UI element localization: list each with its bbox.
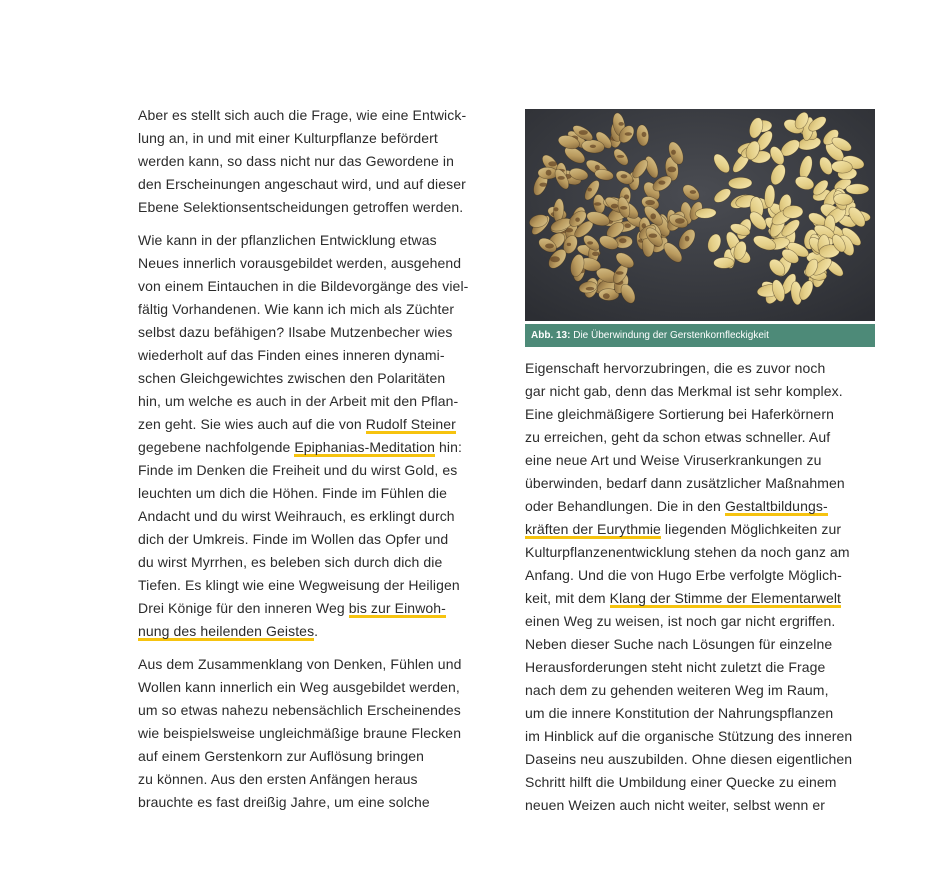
text-line: auf einem Gerstenkorn zur Auflösung bringen bbox=[138, 748, 425, 764]
paragraph-3 bbox=[138, 653, 490, 814]
grain-spot bbox=[567, 243, 571, 246]
grain-spot bbox=[624, 223, 631, 228]
text-line: zu können. Aus den ersten Anfängen heraus bbox=[138, 771, 418, 787]
text-line: Aber es stellt sich auch die Frage, wie eine Entwick- bbox=[138, 107, 467, 123]
grain-spot bbox=[621, 174, 628, 178]
grain-spot bbox=[675, 218, 685, 224]
text-line: Neben dieser Suche nach Lösungen für einzelne bbox=[525, 636, 833, 652]
text-segment: Drei Könige für den inneren Weg bbox=[138, 600, 349, 616]
text-segment: hin: bbox=[434, 439, 462, 455]
grain-spot bbox=[579, 130, 588, 135]
text-line: Anfang. Und die von Hugo Erbe verfolgte Möglich- bbox=[525, 567, 842, 583]
grain-spot bbox=[690, 190, 696, 194]
grain-spot bbox=[642, 132, 647, 137]
grain-spot bbox=[586, 287, 595, 291]
text-line: nach dem zu gehenden weiteren Weg im Raum, bbox=[525, 682, 829, 698]
grain-spot bbox=[649, 234, 658, 238]
text-line: zu erreichen, geht da schon etwas schneller. Auf bbox=[525, 429, 831, 445]
grain bbox=[846, 184, 869, 195]
text-segment: oder Behandlungen. Die in den bbox=[525, 498, 725, 514]
grain-spot bbox=[611, 204, 618, 209]
highlight-rudolf-steiner: Rudolf Steiner bbox=[365, 416, 456, 432]
text-line: um die innere Konstitution der Nahrungspflanzen bbox=[525, 705, 834, 721]
paragraph-2 bbox=[138, 229, 490, 643]
text-line: brauchte es fast dreißig Jahre, um eine solche bbox=[138, 794, 430, 810]
grain-spot bbox=[619, 238, 626, 243]
right-column bbox=[525, 357, 875, 817]
grain-spot bbox=[558, 176, 565, 180]
text-line: Tiefen. Es klingt wie eine Wegweisung der Heiligen bbox=[138, 577, 460, 593]
grain-spot bbox=[620, 206, 627, 210]
text-segment: . bbox=[314, 623, 319, 639]
text-line: um so etwas nahezu nebensächlich Erscheinendes bbox=[138, 702, 461, 718]
grain-spot bbox=[595, 165, 600, 170]
grain-spot bbox=[617, 155, 625, 158]
text-line: wie beispielsweise ungleichmäßige braune Flecken bbox=[138, 725, 462, 741]
grain-spot bbox=[545, 244, 554, 249]
highlight-eurythmie: kräften der Eurythmie bbox=[525, 521, 661, 537]
text-line: Eigenschaft hervorzubringen, die es zuvor noch bbox=[525, 360, 826, 376]
text-segment: gegebene nachfolgende bbox=[138, 439, 295, 455]
grain-spot bbox=[575, 218, 580, 222]
text-line: Herausforderungen steht nicht zuletzt die Frage bbox=[525, 659, 826, 675]
text-line: Wie kann in der pflanzlichen Entwicklung etwas bbox=[138, 232, 437, 248]
text-line: schen Gleichgewichtes zwischen den Polaritäten bbox=[138, 370, 446, 386]
grain-spot bbox=[594, 202, 601, 206]
grain-spot bbox=[685, 236, 690, 242]
text-line: Kulturpflanzenentwicklung stehen da noch ganz am bbox=[525, 544, 850, 560]
text-line bbox=[138, 597, 490, 620]
text-line: Schritt hilft die Umbildung einer Quecke zu einem bbox=[525, 774, 837, 790]
text-segment: liegenden Möglichkeiten zur bbox=[660, 521, 842, 537]
highlight-epiphanias-meditation: Epiphanias-Meditation bbox=[294, 439, 435, 455]
text-line: werden kann, so dass nicht nur das Gewordene in bbox=[138, 153, 454, 169]
text-line: fältig Vorhandenen. Wie kann ich mich als Züchter bbox=[138, 301, 455, 317]
grain-spot bbox=[667, 167, 676, 173]
text-line: Finde im Denken die Freiheit und du wirst Gold, es bbox=[138, 462, 458, 478]
grain-spot bbox=[603, 293, 610, 299]
text-line bbox=[138, 413, 490, 436]
grain-spot bbox=[671, 150, 676, 155]
grain-spot bbox=[554, 207, 559, 211]
text-line: von einem Eintauchen in die Bildevorgänge des viel- bbox=[138, 278, 469, 294]
text-segment: keit, mit dem bbox=[525, 590, 610, 606]
text-line bbox=[525, 495, 875, 518]
grain-spot bbox=[658, 181, 665, 185]
text-line: einen Weg zu weisen, ist noch gar nicht ergriffen. bbox=[525, 613, 836, 629]
grain-spot bbox=[625, 132, 632, 136]
text-line: Aus dem Zusammenklang von Denken, Fühlen und bbox=[138, 656, 462, 672]
text-line bbox=[138, 436, 490, 459]
grain-spot bbox=[587, 241, 593, 244]
text-line: Ebene Selektionsentscheidungen getroffen werden. bbox=[138, 199, 464, 215]
text-line: wiederholt auf das Finden eines inneren dynami- bbox=[138, 347, 445, 363]
grain-illustration bbox=[525, 109, 875, 321]
grain bbox=[714, 257, 735, 268]
barley-grain-photo bbox=[525, 109, 875, 321]
text-line: du wirst Myrrhen, es beleben sich durch dich die bbox=[138, 554, 443, 570]
text-line bbox=[525, 518, 875, 541]
highlight-einwohnung-2: nung des heilenden Geistes bbox=[138, 623, 315, 639]
text-segment: zen geht. Sie wies auch auf die von bbox=[138, 416, 366, 432]
grain-spot bbox=[550, 256, 560, 262]
text-line: überwinden, bedarf dann zusätzlicher Maßnahmen bbox=[525, 475, 845, 491]
text-line: Neues innerlich vorausgebildet werden, ausgehend bbox=[138, 255, 462, 271]
highlight-klang-der-stimme: Klang der Stimme der Elementarwelt bbox=[609, 590, 842, 606]
text-line: neuen Weizen auch nicht weiter, selbst wenn er bbox=[525, 797, 826, 813]
text-line: eine neue Art und Weise Viruserkrankungen zu bbox=[525, 452, 822, 468]
grain-spot bbox=[645, 200, 655, 205]
grain-spot bbox=[650, 213, 656, 219]
highlight-gestaltbildungs: Gestaltbildungs- bbox=[724, 498, 828, 514]
grain-spot bbox=[590, 145, 596, 148]
text-line: Eine gleichmäßigere Sortierung bei Haferkörnern bbox=[525, 406, 834, 422]
grain-spot bbox=[588, 188, 592, 192]
text-line: selbst dazu befähigen? Ilsabe Mutzenbecher wies bbox=[138, 324, 453, 340]
text-line bbox=[525, 587, 875, 610]
paragraph-1 bbox=[138, 104, 490, 219]
figure-caption bbox=[525, 324, 875, 347]
text-line: leuchten um dich die Höhen. Finde im Fühlen die bbox=[138, 485, 447, 501]
caption-label: Abb. 13: bbox=[531, 330, 571, 341]
text-line: hin, um welche es auch in der Arbeit mit den Pflan- bbox=[138, 393, 459, 409]
text-line: Andacht und du wirst Weihrauch, es erklingt durch bbox=[138, 508, 455, 524]
caption-text: Die Überwindung der Gerstenkornfleckigkeit bbox=[570, 330, 769, 341]
text-line bbox=[138, 620, 490, 643]
text-line: Wollen kann innerlich ein Weg ausgebildet werden, bbox=[138, 679, 460, 695]
text-line: dich der Umkreis. Finde im Wollen das Opfer und bbox=[138, 531, 449, 547]
left-column bbox=[138, 104, 490, 824]
text-line: im Hinblick auf die organische Stützung des inneren bbox=[525, 728, 853, 744]
text-line: den Erscheinungen angeschaut wird, und auf dieser bbox=[138, 176, 466, 192]
figure-13 bbox=[525, 109, 875, 347]
grain-spot bbox=[619, 122, 624, 126]
grain-spot bbox=[592, 252, 599, 257]
text-line: gar nicht gab, denn das Merkmal ist sehr komplex. bbox=[525, 383, 843, 399]
grain-spot bbox=[546, 170, 552, 176]
grain-spot bbox=[548, 161, 557, 166]
text-line: lung an, in und mit einer Kulturpflanze befördert bbox=[138, 130, 438, 146]
grain-spot bbox=[539, 183, 547, 187]
text-line: Daseins neu auszubilden. Ohne diesen eigentlichen bbox=[525, 751, 853, 767]
highlight-einwohnung-1: bis zur Einwoh- bbox=[348, 600, 446, 616]
grain-spot bbox=[616, 271, 624, 274]
